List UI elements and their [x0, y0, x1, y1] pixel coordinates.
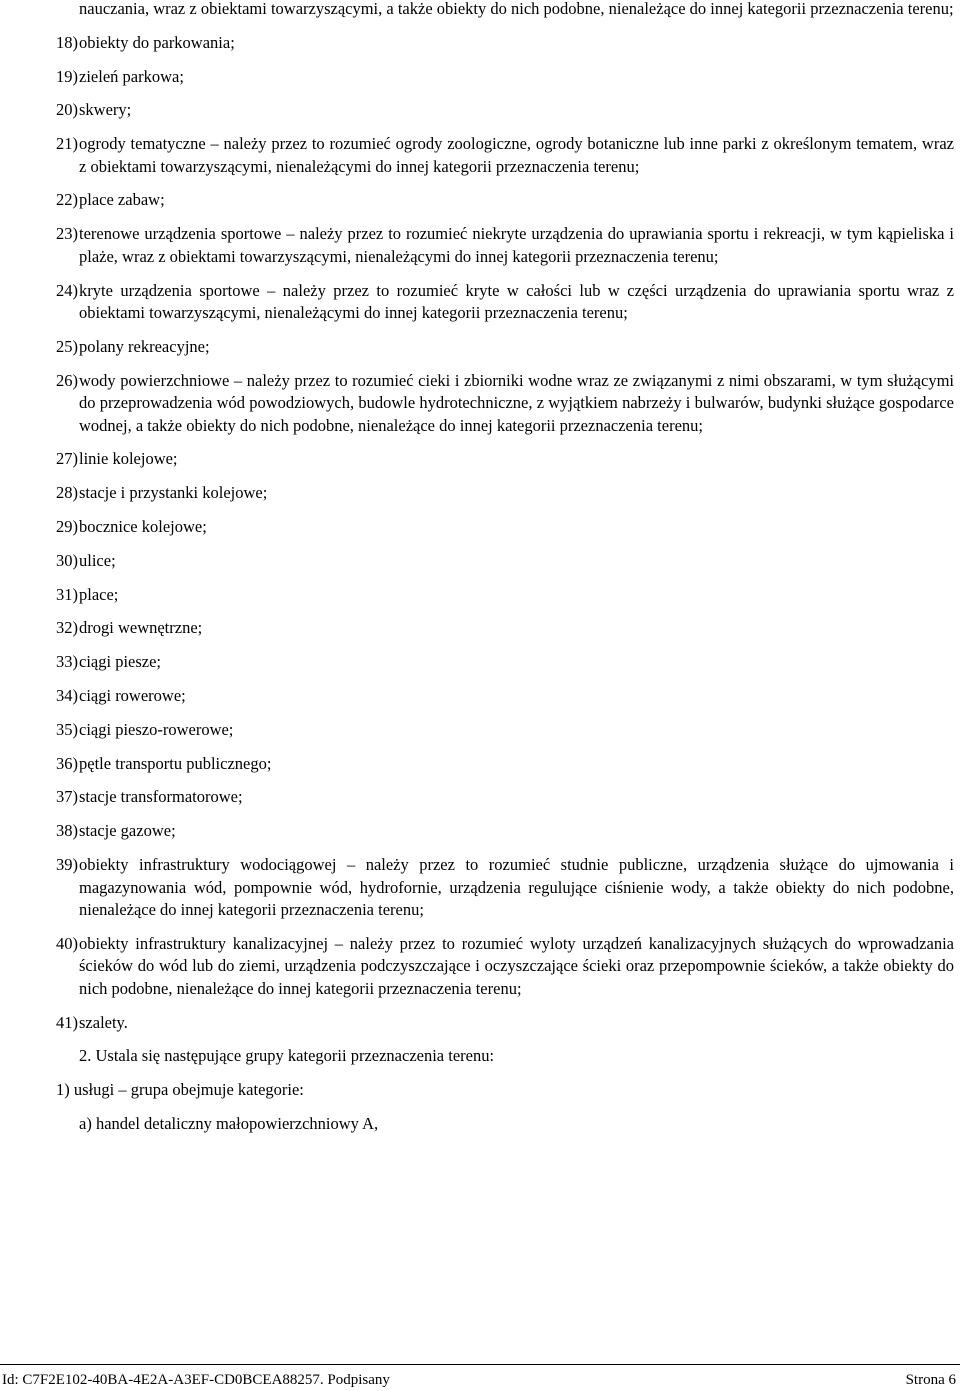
list-item — [56, 854, 954, 922]
list-item — [56, 482, 954, 505]
footer-divider — [0, 1364, 960, 1365]
list-item-number: 26) — [56, 370, 78, 390]
list-item — [56, 189, 954, 212]
list-item-text: szalety. — [79, 1012, 128, 1032]
list-item-text: stacje gazowe; — [79, 821, 176, 841]
list-item-text: ciągi rowerowe; — [79, 686, 186, 706]
list-item-text: obiekty infrastruktury wodociągowej – należy przez to rozumieć studnie publiczne, urządzenia służące do ujmowania i magazynowania wód, pompownie wód, hydrofornie, urządzenia regulujące ciśnienie wody, a także obiekty do nich podobne, nienależące do innej kategorii przeznaczenia terenu; — [79, 855, 954, 920]
list-item-number: 28) — [56, 483, 78, 503]
list-item — [56, 719, 954, 742]
footer-document-id: Id: C7F2E102-40BA-4E2A-A3EF-CD0BCEA88257. Podpisany — [2, 1372, 390, 1388]
list-item — [56, 753, 954, 776]
list-item-text: polany rekreacyjne; — [79, 336, 210, 356]
list-item-number: 31) — [56, 584, 78, 604]
document-page — [56, 0, 954, 1147]
list-item — [56, 448, 954, 471]
list-item — [56, 550, 954, 573]
list-item-number: 32) — [56, 618, 78, 638]
group-1-item-a: a) handel detaliczny małopowierzchniowy A, — [79, 1114, 379, 1134]
continuation-paragraph: nauczania, wraz z obiektami towarzyszącymi, a także obiekty do nich podobne, nienależące do innej kategorii przeznaczenia terenu; — [79, 0, 954, 18]
list-item-number: 40) — [56, 933, 78, 953]
footer-page-number: Strona 6 — [905, 1372, 956, 1388]
list-item-text: ciągi pieszo-rowerowe; — [79, 719, 234, 739]
list-item — [56, 32, 954, 55]
list-item-text: skwery; — [79, 100, 132, 120]
list-item — [56, 685, 954, 708]
list-item — [56, 336, 954, 359]
list-item-text: drogi wewnętrzne; — [79, 618, 203, 638]
list-item-number: 38) — [56, 821, 78, 841]
list-item-number: 33) — [56, 652, 78, 672]
list-item-text: ciągi piesze; — [79, 652, 162, 672]
group-1-heading: 1) usługi – grupa obejmuje kategorie: — [56, 1080, 304, 1100]
list-item-number: 27) — [56, 449, 78, 469]
list-item-number: 39) — [56, 855, 78, 875]
list-item-text: pętle transportu publicznego; — [79, 753, 272, 773]
list-item — [56, 651, 954, 674]
list-item-number: 21) — [56, 134, 78, 154]
list-item — [56, 280, 954, 325]
list-item — [56, 99, 954, 122]
list-item-number: 23) — [56, 224, 78, 244]
list-item-number: 29) — [56, 517, 78, 537]
list-item-number: 25) — [56, 336, 78, 356]
list-item-text: bocznice kolejowe; — [79, 517, 207, 537]
list-item-text: place; — [79, 584, 119, 604]
list-item-number: 18) — [56, 32, 78, 52]
list-item-text: terenowe urządzenia sportowe – należy przez to rozumieć niekryte urządzenia do uprawiania sportu i rekreacji, w tym kąpieliska i plaże, wraz z obiektami towarzyszącymi, nienależącymi do innej kategorii przeznaczenia terenu; — [79, 224, 954, 266]
list-item-text: ulice; — [79, 550, 116, 570]
list-item-number: 37) — [56, 787, 78, 807]
list-item — [56, 786, 954, 809]
list-item-number: 20) — [56, 100, 78, 120]
list-item-text: kryte urządzenia sportowe – należy przez to rozumieć kryte w całości lub w części urządzenia do uprawiania sportu wraz z obiektami towarzyszącymi, nienależącymi do innej kategorii przeznaczenia terenu; — [79, 280, 954, 323]
list-item — [56, 584, 954, 607]
list-item-text: zieleń parkowa; — [79, 66, 184, 86]
list-item — [56, 66, 954, 89]
list-item-text: wody powierzchniowe – należy przez to rozumieć cieki i zbiorniki wodne wraz ze związanymi z nimi obszarami, w tym służącymi do przeprowadzenia wód powodziowych, budowle hydrotechniczne, z wyjątkiem nabrzeży i bulwarów, budynki służące gospodarce wodnej, a także obiekty do nich podobne, nienależące do innej kategorii przeznaczenia terenu; — [79, 370, 954, 435]
list-item — [56, 516, 954, 539]
list-item-number: 22) — [56, 190, 78, 210]
list-item — [56, 617, 954, 640]
list-item-text: linie kolejowe; — [79, 449, 178, 469]
list-item-text: place zabaw; — [79, 190, 165, 210]
list-item-number: 30) — [56, 550, 78, 570]
list-item-number: 36) — [56, 753, 78, 773]
list-item — [56, 133, 954, 178]
items-list — [56, 32, 954, 1034]
list-item-text: obiekty infrastruktury kanalizacyjnej – należy przez to rozumieć wyloty urządzeń kanalizacyjnych służących do wprowadzania ścieków do wód lub do ziemi, urządzenia podczyszczające i oczyszczające ścieki oraz przepompownie ścieków, a także obiekty do nich podobne, nienależące do innej kategorii przeznaczenia terenu; — [79, 933, 954, 998]
list-item — [56, 370, 954, 438]
list-item-number: 41) — [56, 1012, 78, 1032]
list-item-text: ogrody tematyczne – należy przez to rozumieć ogrody zoologiczne, ogrody botaniczne lub inne parki z określonym tematem, wraz z obiektami towarzyszącymi, nienależącymi do innej kategorii przeznaczenia terenu; — [79, 134, 954, 176]
list-item — [56, 820, 954, 843]
section-2-heading: 2. Ustala się następujące grupy kategorii przeznaczenia terenu: — [79, 1046, 495, 1066]
list-item-number: 24) — [56, 280, 78, 300]
list-item — [56, 223, 954, 268]
list-item-number: 19) — [56, 66, 78, 86]
list-item — [56, 933, 954, 1001]
list-item-text: stacje i przystanki kolejowe; — [79, 483, 268, 503]
list-item-number: 34) — [56, 686, 78, 706]
list-item-number: 35) — [56, 719, 78, 739]
list-item-text: obiekty do parkowania; — [79, 32, 235, 52]
list-item-text: stacje transformatorowe; — [79, 787, 243, 807]
list-item — [56, 1012, 954, 1035]
